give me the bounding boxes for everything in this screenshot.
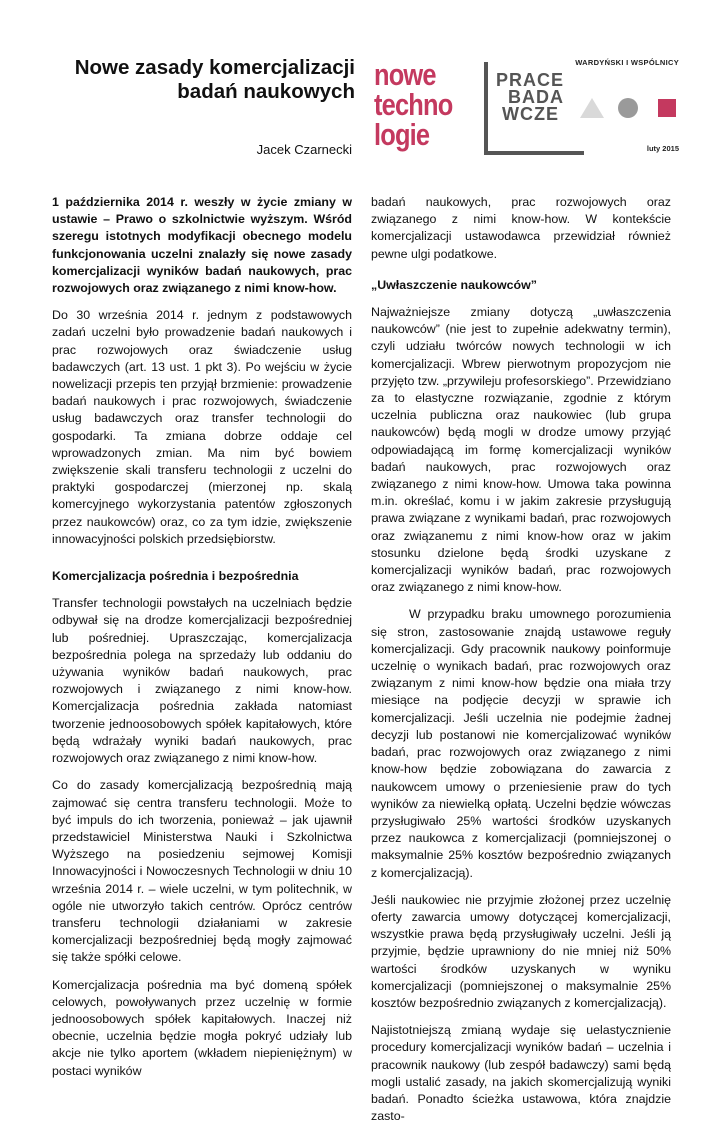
logo-pb-line-3: WCZE [502,104,559,124]
triangle-icon [580,98,604,118]
logo-pb-line-1: PRACE [496,70,565,90]
paragraph: Co do zasady komercjalizacją bezpośrednią mają zajmować się centra transferu technologii. Może to być impuls do ich tworzenia, ponieważ – jak ujawnił przedstawiciel Ministerstwa Nauki i Szkolnictwa Wyższego na posiedzeniu sejmowej Komisji Innowacyjności i Nowoczesnych Technologii w dniu 10 września 2014 r. – wiele uczelni, w tym politechnik, w ogóle nie utworzyło takich centrów. Oprócz centrów transferu technologii działaniami w zakresie komercjalizacji bezpośredniej będą mogły zajmować się także spółki celowe. [52,778,352,965]
nowe-technologie-logo [374,57,470,158]
right-column [371,194,671,1135]
page-title: Nowe zasady komercjalizacji badań naukowych [74,56,355,103]
paragraph: W przypadku braku umownego porozumienia się stron, zastosowanie znajdą ustawowe reguły komercjalizacji. Gdy pracownik naukowy poinformuje uczelnię o wynikach badań, prac rozwojowych oraz związanym z nimi know-how będzie ona miała trzy miesiące na podjęcie decyzji w sprawie ich komercjalizacji. Jeśli uczelnia nie podejmie żadnej decyzji lub postanowi nie komercjalizować wyników badań, prac rozwojowych oraz związanego z nimi know-how będzie zobowiązana do zawarcia z naukowcem umowy o przeniesienie praw do tych wyników za niewielką opłatą. Uczelni będzie wówczas przysługiwało 25% wartości środków uzyskanych przez naukowca z komercjalizacji (pomniejszonej o maksymalnie 25% kosztów bezpośrednio związanych z komercjalizacją). [371,607,671,880]
paragraph: Do 30 września 2014 r. jednym z podstawowych zadań uczelni było prowadzenie badań naukowych i prac rozwojowych oraz świadczenie usług badawczych (art. 13 ust. 1 pkt 3). Po wejściu w życie nowelizacji przepis ten przyjął brzmienie: prowadzenie badań naukowych i prac rozwojowych, świadczenie usług badawczych oraz transfer technologii do gospodarki. Ta zmiana dobrze oddaje cel wprowadzonych zmian. Ma nim być bowiem zwiększenie skali transferu technologii z uczelni do praktyki gospodarczej (mierzonej np. skalą komercyjnego wykorzystania patentów zgłoszonych przez naukowców) oraz, co za tym idzie, zwiększenie innowacyjności polskich przedsiębiorstw. [52,308,352,546]
section-heading: „Uwłaszczenie naukowców” [371,277,537,292]
author-name: Jacek Czarnecki [256,142,352,157]
paragraph: Transfer technologii powstałych na uczelniach będzie odbywał się na drodze komercjalizacji bezpośredniej lub pośredniej. Upraszczając, komercjalizacja bezpośrednia polega na sprzedaży lub oddaniu do używania wyników badań naukowych, prac rozwojowych i związanego z nimi know-how. Komercjalizacja pośrednia zakłada natomiast tworzenie jednoosobowych spółek kapitałowych, które będą wdrażały wyniki badań naukowych, prac rozwojowych oraz związanego z nimi know-how. [52,596,352,766]
paragraph: Jeśli naukowiec nie przyjmie złożonej przez uczelnię oferty zawarcia umowy dotyczącej komercjalizacji, wszystkie prawa będą przysługiwały uczelni. Jeśli ją przyjmie, będzie uprawniony do nie mniej niż 50% wartości środków uzyskanych w wyniku komercjalizacji (pomniejszonej o maksymalnie 25% kosztów bezpośrednio związanych z komercjalizacją). [371,892,671,1010]
paragraph: Komercjalizacja pośrednia ma być domeną spółek celowych, powoływanych przez uczelnię w formie jednoosobowych spółek kapitałowych. Inaczej niż obecnie, uczelnia będzie mogła pokryć udziały lub akcje nie tylko aportem (wkładem niepieniężnym) w postaci wyników [52,977,352,1078]
decorative-shapes [578,96,678,120]
paragraph: Najistotniejszą zmianą wydaje się uelastycznienie procedury komercjalizacji wyników badań – uczelnia i pracownik naukowy (lub zespół badawczy) sami będą mogli ustalić zasady, na jakich skomercjalizują wyniki badań. Ponadto ścieżka ustawowa, która znajdzie zasto- [371,1023,671,1124]
firm-name: WARDYŃSKI I WSPÓLNICY [575,58,679,67]
logo-line-3: logie [374,117,430,152]
paragraph: Najważniejsze zmiany dotyczą „uwłaszczenia naukowców” (nie jest to zupełnie adekwatny termin), czyli udziału twórców nowych technologii w ich komercjalizacji. Wbrew pierwotnym propozycjom nie przyjęto tzw. „przywileju profesorskiego”. Przewidziano za to elastyczne rozwiązanie, zgodnie z którym uczelnia publiczna oraz naukowiec (lub grupa naukowców) będą mogli w drodze umowy przyjąć odpowiadającą im formę komercjalizacji wyników badań naukowych, prac rozwojowych oraz związanego z nimi know-how. Umowa taka powinna m.in. określać, komu i w jakim zakresie przysługują prawa związane z wynikami badań, prac rozwojowych oraz związanemu z nimi know-how oraz w jakim stosunku dzielone będą środki uzyskane z komercjalizacji wyników badań, prac rozwojowych oraz związanego z nimi know-how. [371,305,671,595]
prace-badawcze-logo [484,62,584,155]
paragraph: badań naukowych, prac rozwojowych oraz związanego z nimi know-how. W kontekście komercjalizacji ustawodawca przewidział również pewne ulgi podatkowe. [371,195,671,261]
section-heading: Komercjalizacja pośrednia i bezpośrednia [52,569,299,584]
circle-icon [618,98,638,118]
logo-line-2: techno [374,87,453,122]
left-column [52,194,352,1090]
issue-date: luty 2015 [646,144,679,153]
logo-pb-line-2: BADA [508,87,564,107]
lead-paragraph: 1 października 2014 r. weszły w życie zmiany w ustawie – Prawo o szkolnictwie wyższym. Wśród szeregu istotnych modyfikacji obecnego modelu funkcjonowania uczelni znalazły się nowe zasady komercjalizacji wyników badań naukowych, prac rozwojowych oraz związanego z nimi know-how. [52,195,352,296]
logo-line-1: nowe [374,57,436,92]
square-icon [658,99,676,117]
